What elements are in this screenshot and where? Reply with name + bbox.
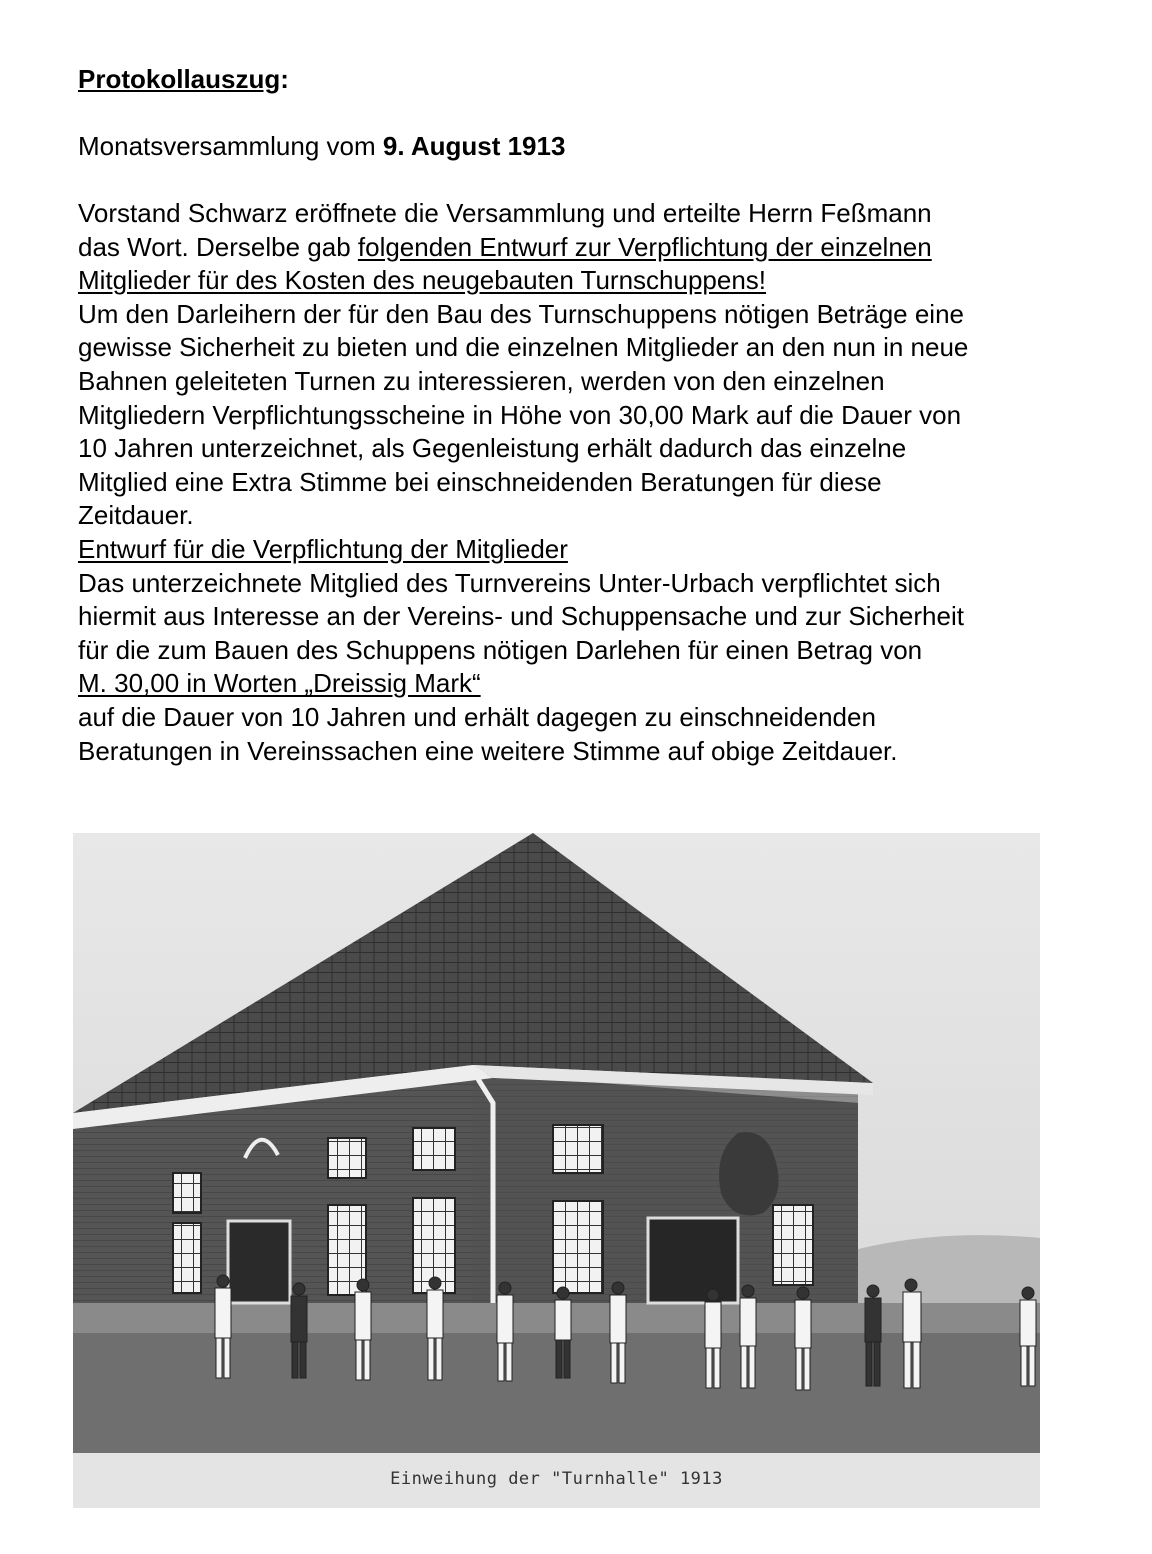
document-heading bbox=[78, 62, 289, 96]
meeting-date: 9. August 1913 bbox=[382, 131, 566, 161]
window bbox=[773, 1205, 813, 1285]
draft-heading: Entwurf für die Verpflichtung der Mitglieder bbox=[78, 533, 568, 564]
heading-colon: : bbox=[280, 64, 289, 94]
body-line-5: gewisse Sicherheit zu bieten und die einzelnen Mitglieder an den nun in neue bbox=[78, 332, 969, 363]
window bbox=[413, 1128, 455, 1170]
body-line-1: Vorstand Schwarz eröffnete die Versammlung und erteilte Herrn Feßmann bbox=[78, 198, 932, 228]
body-line-8: 10 Jahren unterzeichnet, als Gegenleistung erhält dadurch das einzelne bbox=[78, 433, 907, 464]
turnhalle-photo bbox=[73, 833, 1040, 1508]
photo-caption: Einweihung der "Turnhalle" 1913 bbox=[390, 1469, 723, 1489]
body-line-2-plain: das Wort. Derselbe gab bbox=[78, 231, 358, 262]
body-line-14: für die zum Bauen des Schuppens nötigen Darlehen für einen Betrag von bbox=[78, 634, 923, 665]
window bbox=[553, 1125, 603, 1173]
barn-door bbox=[648, 1218, 738, 1303]
meeting-prefix: Monatsversammlung vom bbox=[78, 131, 383, 161]
window bbox=[173, 1173, 201, 1213]
body-line-10: Zeitdauer. bbox=[78, 500, 194, 531]
protocol-body bbox=[78, 197, 1118, 768]
turnhalle-illustration bbox=[73, 833, 1040, 1453]
amount-line: M. 30,00 in Worten „Dreissig Mark“ bbox=[78, 668, 481, 699]
body-line-7: Mitgliedern Verpflichtungsscheine in Höhe von 30,00 Mark auf die Dauer von bbox=[78, 399, 962, 430]
body-line-16: auf die Dauer von 10 Jahren und erhält dagegen zu einschneidenden bbox=[78, 701, 876, 732]
body-line-2-underlined: folgenden Entwurf zur Verpflichtung der einzelnen bbox=[357, 231, 932, 262]
door bbox=[228, 1221, 290, 1303]
window bbox=[328, 1138, 366, 1178]
body-line-17: Beratungen in Vereinssachen eine weitere Stimme auf obige Zeitdauer. bbox=[78, 735, 898, 766]
body-line-2 bbox=[78, 231, 1118, 265]
meeting-line bbox=[78, 129, 565, 163]
body-line-13: hiermit aus Interesse an der Vereins- und Schuppensache und zur Sicherheit bbox=[78, 601, 964, 632]
body-line-3: Mitglieder für des Kosten des neugebauten Turnschuppens! bbox=[78, 265, 767, 296]
window bbox=[553, 1201, 603, 1293]
body-line-9: Mitglied eine Extra Stimme bei einschneidenden Beratungen für diese bbox=[78, 466, 882, 497]
window bbox=[173, 1223, 201, 1293]
body-line-6: Bahnen geleiteten Turnen zu interessieren, werden von den einzelnen bbox=[78, 365, 885, 396]
heading-text: Protokollauszug bbox=[78, 64, 281, 94]
body-line-4: Um den Darleihern der für den Bau des Turnschuppens nötigen Beträge eine bbox=[78, 298, 965, 329]
body-line-12: Das unterzeichnete Mitglied des Turnvereins Unter-Urbach verpflichtet sich bbox=[78, 567, 941, 598]
